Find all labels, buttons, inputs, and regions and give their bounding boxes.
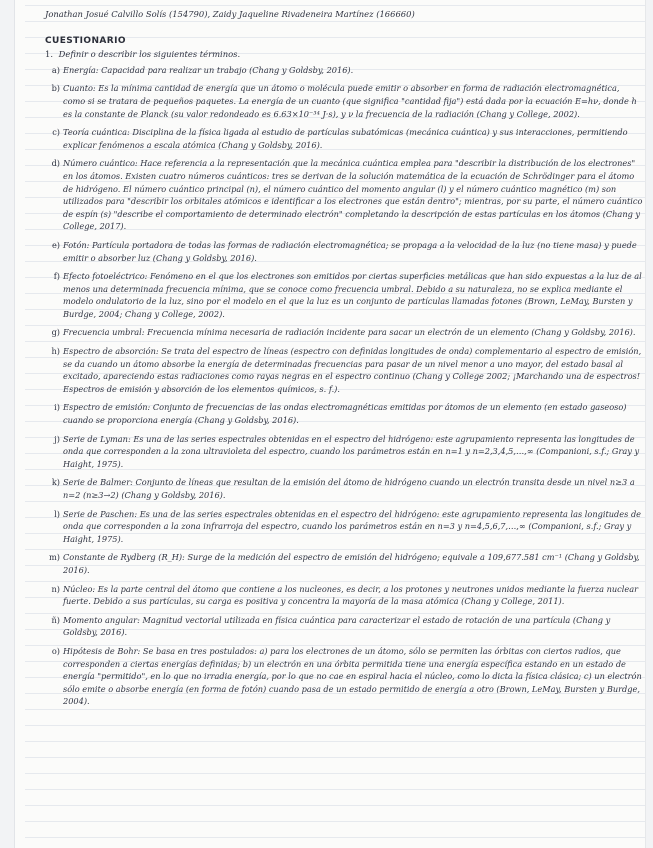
item-text: Conjunto de líneas que resultan de la emisión del átomo de hidrógeno cuando un electrón transita desde un nivel n≥3 a n=2 (n≥3→2) (Chang y Goldsby, 2016). [63, 477, 635, 500]
question-line [45, 48, 643, 61]
item-text: Es la mínima cantidad de energía que un átomo o molécula puede emitir o absorber en forma de radiación electromagnética, como si se tratara de pequeños paquetes. La energía de un cuanto (que significa "cantidad fija") está dada por la ecuación E=hν, donde h es la constante de Planck (su valor redondeado es 6.63×10⁻³⁴ J·s), y ν la frecuencia de la radiación (Chang y College, 2002). [63, 83, 637, 119]
definition-item [45, 270, 643, 320]
item-label: h) [51, 346, 60, 357]
item-text: Conjunto de frecuencias de las ondas electromagnéticas emitidas por átomos de un elemento (en estado gaseoso) cuando se proporciona energía (Chang y Goldsby, 2016). [63, 402, 627, 426]
definition-item [45, 583, 643, 608]
item-term: Espectro de absorción: [63, 346, 159, 357]
definition-item [45, 551, 643, 576]
item-body [63, 476, 643, 501]
item-body [63, 551, 643, 576]
item-body [63, 433, 643, 471]
item-body [63, 239, 643, 264]
item-body [63, 82, 643, 120]
item-text: Partícula portadora de todas las formas de radiación electromagnética; se propaga a la velocidad de la luz (no tiene masa) y puede emitir o absorber luz (Chang y Goldsby, 2016). [63, 239, 637, 263]
definition-item [45, 433, 643, 471]
item-label: f) [53, 271, 60, 282]
item-label: j) [54, 433, 60, 444]
definition-item [45, 82, 643, 120]
item-label: m) [49, 552, 60, 563]
item-term: Hipótesis de Bohr: [63, 645, 141, 656]
item-body [63, 508, 643, 546]
item-term: Cuanto: [63, 83, 96, 94]
item-term: Serie de Balmer: [63, 477, 133, 488]
item-label: d) [51, 158, 60, 169]
item-label: n) [51, 583, 60, 594]
definition-item [45, 345, 643, 395]
item-label: o) [51, 645, 60, 656]
item-text: Magnitud vectorial utilizada en física cuántica para caracterizar el estado de rotación de una partícula (Chang y Goldsby, 2016). [63, 614, 611, 638]
definitions-list [45, 64, 643, 708]
definition-item [45, 239, 643, 264]
question-number: 1. [45, 49, 53, 60]
definition-item [45, 645, 643, 708]
item-text: Fenómeno en el que los electrones son emitidos por ciertas superficies metálicas que han sido expuestas a la luz de al menos una determinada frecuencia mínima, que se conoce como frecuencia umbral. Debido a su naturaleza, no se explica mediante el modelo ondulatorio de la luz, sino por el modelo en el que la luz es un conjunto de partículas llamadas fotones (Brown, LeMay, Bursten y Burdge, 2004; Chang y College, 2002). [63, 271, 642, 319]
item-text: Es una de las series espectrales obtenidas en el espectro del hidrógeno: este agrupamiento representa las longitudes de onda que corresponden a la zona infrarroja del espectro, cuando los parámetros están en n=3 y n=4,5,6,7,…,∞ (Companioni, s.f.; Gray y Haight, 1975). [63, 508, 642, 544]
item-text: Frecuencia mínima necesaria de radiación incidente para sacar un electrón de un elemento (Chang y Goldsby, 2016). [147, 327, 636, 338]
item-label: k) [51, 477, 60, 488]
item-body [63, 645, 643, 708]
item-term: Momento angular: [63, 614, 140, 625]
item-body [63, 126, 643, 151]
item-label: c) [52, 127, 60, 138]
item-body [63, 326, 643, 339]
item-term: Fotón: [63, 239, 90, 250]
item-term: Espectro de emisión: [63, 402, 151, 413]
item-text: Capacidad para realizar un trabajo (Chang y Goldsby, 2016). [101, 64, 354, 75]
item-term: Constante de Rydberg (R_H): [63, 552, 185, 563]
item-term: Serie de Paschen: [63, 508, 138, 519]
item-text: Disciplina de la física ligada al estudio de partículas subatómicas (mecánica cuántica) y sus interacciones, permitiendo explicar fenómenos a escala atómica (Chang y Goldsby, 2016). [63, 127, 628, 150]
item-text: Es una de las series espectrales obtenidas en el espectro del hidrógeno: este agrupamiento representa las longitudes de onda que corresponden a la zona ultravioleta del espectro, cuando los parámetros están en n=1 y n=2,3,4,5,…,∞ (Companioni, s.f.; Gray y Haight, 1975). [63, 433, 640, 469]
author-header: Jonathan Josué Calvillo Solís (154790), Zaidy Jaqueline Rivadeneira Martínez (166660) [45, 9, 415, 19]
item-label: e) [51, 239, 60, 250]
item-term: Frecuencia umbral: [63, 327, 145, 338]
item-term: Efecto fotoeléctrico: [63, 271, 148, 282]
lined-paper [25, 0, 645, 848]
notebook-page [14, 0, 646, 848]
definition-item [45, 508, 643, 546]
definition-item [45, 326, 643, 339]
item-body [63, 345, 643, 395]
item-label: ñ) [51, 614, 60, 625]
item-term: Número cuántico: [63, 158, 138, 169]
item-text: Surge de la medición del espectro de emisión del hidrógeno; equivale a 109,677.581 cm⁻¹ (Chang y Goldsby, 2016). [63, 552, 640, 575]
item-text: Se basa en tres postulados: a) para los electrones de un átomo, sólo se permiten las órbitas con ciertos radios, que corresponden a ciertas energías definidas; b) un electrón en una órbita permitida tiene una energía específica estando en un estado de energía "permitido", en lo que no irradia energía, por lo que no cae en espiral hacia el núcleo, como lo dicta la física clásica; c) un electrón sólo emite o absorbe energía (en forma de fotón) cuando pasa de un estado permitido de energía a otro (Brown, LeMay, Bursten y Burdge, 2004). [63, 645, 642, 707]
item-term: Teoría cuántica: [63, 127, 130, 138]
definition-item [45, 64, 643, 77]
handwritten-content [45, 8, 643, 714]
question-text: Definir o describir los siguientes términos. [58, 49, 241, 60]
item-body [63, 157, 643, 233]
section-title: CUESTIONARIO [45, 35, 126, 46]
item-term: Núcleo: [63, 583, 96, 594]
definition-item [45, 476, 643, 501]
item-body [63, 270, 643, 320]
item-text: Se trata del espectro de líneas (espectro con definidas longitudes de onda) complementario al espectro de emisión, se da cuando un átomo absorbe la energía de determinadas frecuencias para pasar de un nivel menor a uno mayor, del estado basal al excitado, apareciendo estas radiaciones como rayas negras en el espectro continuo (Chang y College 2002; ¡Marchando una de espectros! Espectros de emisión y absorción de los elementos químicos, s. f.). [63, 346, 642, 394]
item-label: g) [51, 327, 60, 338]
definition-item [45, 614, 643, 639]
item-body [63, 583, 643, 608]
item-label: a) [51, 64, 60, 75]
item-label: b) [51, 83, 60, 94]
item-term: Serie de Lyman: [63, 433, 131, 444]
item-label: l) [54, 508, 60, 519]
definition-item [45, 401, 643, 426]
item-body [63, 401, 643, 426]
item-text: Es la parte central del átomo que contiene a los nucleones, es decir, a los protones y neutrones unidos mediante la fuerza nuclear fuerte. Debido a sus partículas, su carga es positiva y concentra la mayoría de la masa atómica (Chang y College, 2011). [63, 583, 639, 607]
definition-item [45, 157, 643, 233]
item-body [63, 64, 643, 77]
item-body [63, 614, 643, 639]
item-label: i) [54, 402, 60, 413]
item-text: Hace referencia a la representación que la mecánica cuántica emplea para "describir la distribución de los electrones" en los átomos. Existen cuatro números cuánticos: tres se derivan de la solución matemática de la ecuación de Schrödinger para el átomo de hidrógeno. El número cuántico principal (n), el número cuántico del momento angular (l) y el número cuántico magnético (m) son utilizados para "describir los orbitales atómicos e identificar a los electrones que están dentro"; mientras, por su parte, el número cuántico de espín (s) "describe el comportamiento de determinado electrón" completando la descripción de estas partículas en los átomos (Chang y College, 2017). [63, 158, 643, 232]
definition-item [45, 126, 643, 151]
item-term: Energía: [63, 64, 99, 75]
